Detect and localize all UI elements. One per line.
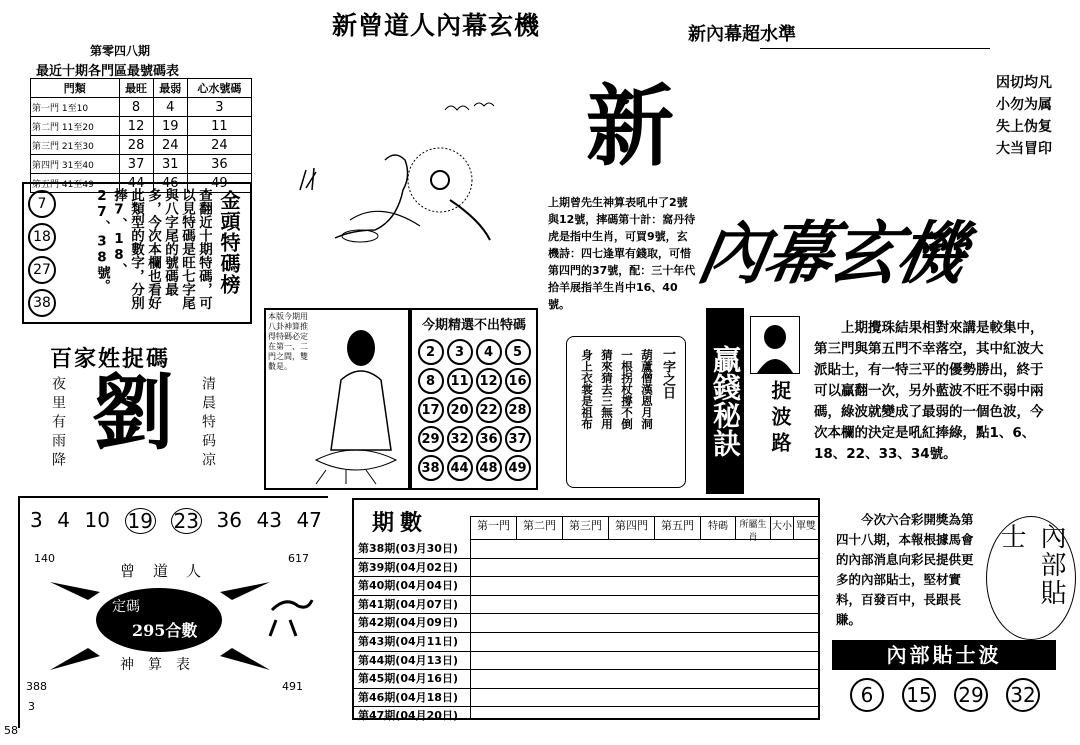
table-row: 第38期(03月30日) <box>354 540 818 559</box>
tail-box <box>22 179 252 324</box>
gate-name: 第五門 <box>32 179 60 190</box>
number-ball: 7 <box>28 190 56 218</box>
footer-mark: 58 <box>4 724 18 737</box>
table-row: 第43期(04月11日) <box>354 633 818 652</box>
number-ball: 22 <box>476 397 502 423</box>
issue-number: 第零四八期 <box>90 44 151 58</box>
compass-number: 47 <box>296 508 322 532</box>
table-row <box>31 155 252 174</box>
table-row: 第45期(04月16日) <box>354 670 818 689</box>
side-poem-line: 小勿为属 <box>996 97 1052 113</box>
scroll-line: 一根拐杖撐不倒 <box>620 349 634 430</box>
gate-table <box>30 78 252 193</box>
compass-number: 36 <box>216 508 242 532</box>
history-title: 期數 <box>372 510 429 536</box>
side-poem-line: 失上伪复 <box>996 119 1052 135</box>
number-ball: 2 <box>418 339 444 365</box>
gate-name: 第一門 <box>32 103 60 114</box>
col-header: 特碼 <box>700 517 735 539</box>
number-ball: 29 <box>954 678 988 712</box>
scroll-line: 身上衣裳是祖布 <box>580 349 594 430</box>
number-ball: 17 <box>418 397 444 423</box>
col-header: 單雙 <box>793 517 818 539</box>
insider-text: 今次六合彩開獎為第四十八期，本報根據馬會的內部消息向彩民提供更多的內部貼士，堅材實料，百發百中，長跟長賺。 <box>836 512 974 627</box>
col-header: 第三門 <box>562 517 608 539</box>
number-ball: 8 <box>418 368 444 394</box>
scroll-poem <box>566 336 686 488</box>
compass-numbers <box>30 508 322 534</box>
number-ball: 20 <box>447 397 473 423</box>
col-header: 最旺 <box>119 79 153 98</box>
compass-arc-bottom: 神算表 <box>120 657 204 673</box>
surname-character: 劉 <box>92 365 175 461</box>
hot-value: 12 <box>119 117 153 136</box>
tail-text: 查翻近十期特碼，可以見特碼是旺七字尾與八字尾的號碼最多，今次本欄也看好此類型的數字，分別捧7、18、27、38號。 <box>94 188 212 310</box>
gate-name: 第三門 <box>32 141 60 152</box>
gate-range: 41至49 <box>61 179 94 190</box>
col-header: 所屬生肖 <box>735 517 770 539</box>
number-ball: 6 <box>850 678 884 712</box>
number-ball: 28 <box>505 397 531 423</box>
number-ball: 16 <box>505 368 531 394</box>
compass-number: 10 <box>84 508 110 532</box>
gate-name: 第二門 <box>32 122 60 133</box>
gate-range: 11至20 <box>61 122 94 133</box>
insider-bar-title: 內部貼士波 <box>832 640 1056 670</box>
number-ball: 44 <box>447 455 473 481</box>
number-ball: 5 <box>505 339 531 365</box>
table-row <box>31 117 252 136</box>
wave-label: 捉波路 <box>768 380 792 458</box>
center-ellipse <box>96 588 222 652</box>
row-divider <box>470 540 471 718</box>
tail-side-title: 金頭特碼榜 <box>217 190 241 295</box>
number-ball: 48 <box>476 455 502 481</box>
corner-tl: 140 <box>34 552 55 565</box>
table-row: 第46期(04月18日) <box>354 689 818 708</box>
gate-range: 1至10 <box>61 103 89 114</box>
person-icon <box>751 317 799 373</box>
subtitle-rule <box>760 48 990 49</box>
col-header: 門類 <box>31 79 120 98</box>
number-ball: 18 <box>28 223 56 251</box>
lady-illustration-icon <box>306 320 406 486</box>
hidden-pick-grid <box>412 339 536 481</box>
hidden-pick-box <box>410 308 538 490</box>
number-ball: 29 <box>418 426 444 452</box>
number-ball: 38 <box>418 455 444 481</box>
table-row <box>31 98 252 117</box>
col-header: 第一門 <box>470 517 516 539</box>
gate-range: 31至40 <box>61 160 94 171</box>
side-poem <box>996 72 1052 160</box>
number-ball: 11 <box>447 368 473 394</box>
tail-circles <box>28 190 56 317</box>
center-value: 295合數 <box>132 621 198 640</box>
number-ball: 37 <box>505 426 531 452</box>
cold-value: 24 <box>153 136 187 155</box>
number-ball: 15 <box>902 678 936 712</box>
gate-name: 第四門 <box>32 160 60 171</box>
history-table <box>352 498 820 723</box>
pick-value: 3 <box>187 98 251 117</box>
side-poem-line: 因切均凡 <box>996 75 1052 91</box>
compass-number-circled: 19 <box>125 508 156 534</box>
corner-mark: 3 <box>28 700 35 713</box>
history-columns <box>470 516 818 543</box>
corner-bl: 388 <box>26 680 47 693</box>
scroll-line: 葫蘆僧漢恩月洞 <box>640 349 654 430</box>
number-ball: 27 <box>28 256 56 284</box>
insider-numbers <box>850 678 1040 712</box>
number-ball: 4 <box>476 339 502 365</box>
last-period-text: 上期曾先生神算表吼中了2號與12號，摔碼第十計：窩丹待虎是指中生肖，可買9號，玄機詩：四七逢單有錢取，可惜第四門的37號，配：三十年代拾羊展指羊生肖中16、40號。 <box>548 196 696 311</box>
number-ball: 38 <box>28 289 56 317</box>
page-subtitle: 新內幕超水準 <box>688 24 796 45</box>
col-header: 心水號碼 <box>187 79 251 98</box>
table-row: 第41期(04月07日) <box>354 596 818 615</box>
side-poem-line: 大当冒印 <box>996 141 1052 157</box>
number-ball: 3 <box>447 339 473 365</box>
number-ball: 32 <box>1006 678 1040 712</box>
number-ball: 32 <box>447 426 473 452</box>
page-title: 新曾道人內幕玄機 <box>332 11 541 40</box>
col-header: 第五門 <box>654 517 700 539</box>
clouds-icon <box>440 96 500 120</box>
corner-br: 491 <box>282 680 303 693</box>
cold-value: 4 <box>153 98 187 117</box>
corner-tr: 617 <box>288 552 309 565</box>
gate-table-caption: 最近十期各門區最號碼表 <box>36 64 180 79</box>
scroll-title: 一字之日 <box>660 347 675 399</box>
big-title: 內幕玄機 <box>691 214 971 294</box>
table-row: 第39期(04月02日) <box>354 559 818 578</box>
col-header: 第二門 <box>516 517 562 539</box>
hot-value: 44 <box>119 174 153 193</box>
compass-number: 43 <box>256 508 282 532</box>
table-row <box>31 136 252 155</box>
gate-range: 21至30 <box>61 141 94 152</box>
scroll-lines <box>577 349 657 477</box>
number-ball: 36 <box>476 426 502 452</box>
table-row: 第42期(04月09日) <box>354 614 818 633</box>
hot-value: 37 <box>119 155 153 174</box>
pick-value: 24 <box>187 136 251 155</box>
xin-character: 新 <box>586 74 675 178</box>
center-label: 定碼 <box>112 599 140 615</box>
immortal-illustration-icon <box>290 140 500 250</box>
image-box <box>264 308 410 490</box>
surname-right-verse: 清晨特码凉 <box>200 376 216 471</box>
col-header: 大小 <box>770 517 793 539</box>
table-row: 第40期(04月04日) <box>354 577 818 596</box>
hot-value: 28 <box>119 136 153 155</box>
compass-number: 4 <box>57 508 70 532</box>
col-header: 最弱 <box>153 79 187 98</box>
avatar <box>750 316 800 374</box>
insider-side: 內部貼士 <box>986 516 1076 640</box>
hot-value: 8 <box>119 98 153 117</box>
history-rows <box>354 540 818 725</box>
compass-number: 3 <box>30 508 43 532</box>
pick-value: 11 <box>187 117 251 136</box>
surname-title: 百家姓捉碼 <box>50 347 171 372</box>
number-ball: 12 <box>476 368 502 394</box>
win-money-label: 贏錢秘訣 <box>706 308 744 494</box>
table-row: 第44期(04月13日) <box>354 652 818 671</box>
table-row: 第47期(04月20日) <box>358 709 458 723</box>
col-header: 第四門 <box>608 517 654 539</box>
cold-value: 31 <box>153 155 187 174</box>
wave-text: 上期攪珠結果相對來講是較集中，第三門與第五門不幸落空，其中紅波大派貼士，有一特三平的優勢勝出，終于可以贏翻一次，另外藍波不旺不弱中兩碼，綠波就變成了最弱的一個色波，今次本欄的決定是吼紅捧綠，點1、6、18、22、33、34號。 <box>814 320 1044 462</box>
pick-value: 36 <box>187 155 251 174</box>
pick-value: 49 <box>187 174 251 193</box>
cold-value: 19 <box>153 117 187 136</box>
hidden-pick-title: 今期精選不出特碼 <box>421 318 526 333</box>
surname-left-verse: 夜里有雨降 <box>50 376 66 471</box>
scroll-line: 猜來猜去三無用 <box>600 349 614 430</box>
compass-arc-top: 曾道人 <box>120 562 220 580</box>
image-caption: 本版今期用八卦神算推得特碼必定在第一、二門之間，雙數是。 <box>268 312 308 371</box>
compass-number-circled: 23 <box>171 508 202 534</box>
cold-value: 46 <box>153 174 187 193</box>
number-ball: 49 <box>505 455 531 481</box>
